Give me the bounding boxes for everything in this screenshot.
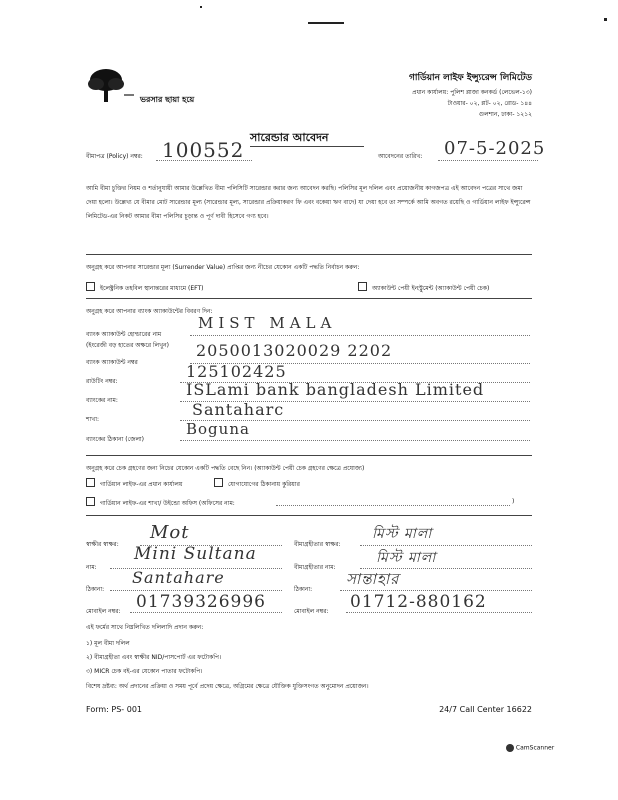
form-title: সারেন্ডার আবেদন xyxy=(250,131,329,144)
eft-checkbox[interactable] xyxy=(86,282,95,291)
courier-checkbox[interactable] xyxy=(214,478,223,487)
branch-office-checkbox[interactable] xyxy=(86,497,95,506)
cheque-option3-label: গার্ডিয়ান লাইফ-এর শাখা/ উইন্ডো অফিস (অফিসের নাম: xyxy=(100,500,235,507)
attachment-item: ১) মূল বীমা দলিল xyxy=(86,640,130,647)
witness-name-value[interactable]: Mini Sultana xyxy=(134,544,257,564)
cheque-option1-label: গার্ডিয়ান লাইফ-এর প্রধান কার্যালয় xyxy=(100,481,183,488)
bank-field-label: ব্যাংক অ্যাকাউন্ট হোল্ডারের নাম xyxy=(86,331,162,338)
date-value[interactable]: 07-5-2025 xyxy=(444,138,546,159)
policyholder-name-label: বীমাগ্রহীতার নাম: xyxy=(294,564,336,571)
policyholder-address-value[interactable]: সান্তাহার xyxy=(346,570,400,588)
bank-district-value[interactable]: Boguna xyxy=(186,420,250,438)
address-line3: গুলশান, ঢাকা- ১২১২ xyxy=(478,111,532,118)
date-label: আবেদনের তারিখ: xyxy=(378,153,423,160)
cheque-option2-label: যোগাযোগের ঠিকানায় কুরিয়ার xyxy=(228,481,300,488)
account-holder-value[interactable]: MIST MALA xyxy=(198,314,337,332)
policy-value[interactable]: 100552 xyxy=(162,138,245,162)
attachment-item: ৩) MICR চেক বই-এর যেকোন পাতার ফটোকপি। xyxy=(86,668,203,675)
cheque-instruction: অনুগ্রহ করে চেক গ্রহণের জন্য নিচের যেকোন একটি পদ্ধতি বেছে নিন। (অ্যাকাউন্ট পেয়ী চেক গ্রহণের ক্ষেত্রে প্রযোজ্য) xyxy=(86,465,365,472)
witness-signature-value[interactable]: Mot xyxy=(150,522,190,543)
cheque-checkbox[interactable] xyxy=(358,282,367,291)
branch-value[interactable]: Santaharc xyxy=(192,400,285,419)
witness-mobile-label: মোবাইল নম্বর: xyxy=(86,608,121,615)
witness-address-value[interactable]: Santahare xyxy=(132,568,225,587)
policy-label: বীমাপত্র (Policy) নম্বর: xyxy=(86,153,143,160)
scanner-icon xyxy=(506,744,514,752)
bank-instruction: অনুগ্রহ করে আপনার ব্যাংক অ্যাকাউন্টের বিবরণ দিন: xyxy=(86,308,213,315)
policyholder-signature-value[interactable]: মিস্ট মালা xyxy=(372,526,433,542)
witness-name-label: নাম: xyxy=(86,564,97,571)
witness-signature-label: স্বাক্ষীর স্বাক্ষর: xyxy=(86,541,119,548)
scan-speck xyxy=(604,18,607,21)
eft-option-label: ইলেক্ট্রনিক তহবিল স্থানান্তরের মাধ্যমে (EFT) xyxy=(100,285,204,292)
payment-instruction: অনুগ্রহ করে আপনার সারেন্ডার মূল্য (Surrender Value) প্রাপ্তির জন্য নীচের যেকোন একটি পদ্ধতি নির্বাচন করুন: xyxy=(86,264,360,271)
cheque-option3-end: ) xyxy=(512,498,515,505)
policyholder-address-label: ঠিকানা: xyxy=(294,586,313,593)
bank-field-label: ব্যাংক অ্যাকাউন্ট নম্বর xyxy=(86,359,138,366)
witness-address-label: ঠিকানা: xyxy=(86,586,105,593)
attachments-heading: এই ফর্মের সাথে নিম্নলিখিত দলিলাদি প্রদান করুন: xyxy=(86,624,204,631)
special-note: বিশেষ দ্রষ্টব্য: অর্থ প্রদানের প্রক্রিয়া ও সময় পূর্বে প্রদেয় ক্ষেত্রে, অগ্রিমের ক্ষেত্রে যৌক্তিক যুক্তিসংগত অনুমোদন প্রয়োজন। xyxy=(86,683,369,690)
policyholder-mobile-value[interactable]: 01712-880162 xyxy=(350,592,487,612)
attachment-item: ২) বীমাগ্রহীতা এবং স্বাক্ষীর NID/পাসপোর্ট এর ফটোকপি। xyxy=(86,654,222,661)
account-number-value[interactable]: 2050013020029 2202 xyxy=(196,341,393,360)
company-logo xyxy=(84,66,194,106)
bank-field-label: রাউটিং নম্বর: xyxy=(86,378,118,385)
address-line1: প্রধান কার্যালয়: পুলিশ প্লাজা কনকর্ড (লেভেল-১৩) xyxy=(412,89,532,96)
logo-tagline: ভরসার ছায়া হয়ে xyxy=(140,95,195,104)
policyholder-name-value[interactable]: মিস্ট মালা xyxy=(376,550,437,566)
policyholder-mobile-label: মোবাইল নম্বর: xyxy=(294,608,329,615)
scan-speck xyxy=(200,6,202,8)
routing-number-value[interactable]: 125102425 xyxy=(186,362,287,381)
bank-field-label: (ইংরেজী বড় হাতের অক্ষরে লিখুন) xyxy=(86,342,170,349)
declaration-text: আমি বীমা চুক্তির নিয়ম ও শর্তানুযায়ী আমার উল্লেখিত বীমা পলিসিটি সারেন্ডার করার জন্য আবেদন করছি। পলিসির মূল দলিল এবং প্রয়োজনীয় কাগজপত্র এই আবেদন পত্রের সাথে জমা দেয়া হলো। উল্লেখ্য যে বীমার মোট সারেন্ডার মূল্য (সারেন্ডার মূল্য, সারেন্ডার প্রক্রিয়াকরণ ফি এবং বকেয়া ঋণ বাদে) যা দেয়া হবে তা সম্পর্কে আমি অবগত রয়েছি ও গার্ডিয়ান লাইফ ইন্স্যুরেন্স লিমিটেড-এর নিকট আমার বীমা পলিসির চূড়ান্ত ও পূর্ণ দাবী হিসেবে গণ্য হবে। xyxy=(86,185,531,220)
company-name: গার্ডিয়ান লাইফ ইন্স্যুরেন্স লিমিটেড xyxy=(409,73,532,83)
bank-field-label: শাখা: xyxy=(86,416,99,423)
bank-field-label: ব্যাংকের ঠিকানা (জেলা) xyxy=(86,436,145,443)
cheque-option-label: অ্যাকাউন্ট পেয়ী ইনস্ট্রুমেন্ট (অ্যাকাউন্ট পেয়ী চেক) xyxy=(372,285,490,292)
witness-mobile-value[interactable]: 01739326996 xyxy=(136,592,266,612)
scanner-watermark: CamScanner xyxy=(506,744,554,752)
bank-field-label: ব্যাংকের নাম: xyxy=(86,397,118,404)
form-code: Form: PS- 001 xyxy=(86,705,142,714)
bank-name-value[interactable]: ISLami bank bangladesh Limited xyxy=(186,380,485,399)
address-line2: টাওয়ার- ০২, প্লট- ০২, রোড- ১৪৪ xyxy=(447,100,532,107)
policyholder-signature-label: বীমাগ্রহীতার স্বাক্ষর: xyxy=(294,541,341,548)
head-office-checkbox[interactable] xyxy=(86,478,95,487)
call-center: 24/7 Call Center 16622 xyxy=(439,705,532,714)
